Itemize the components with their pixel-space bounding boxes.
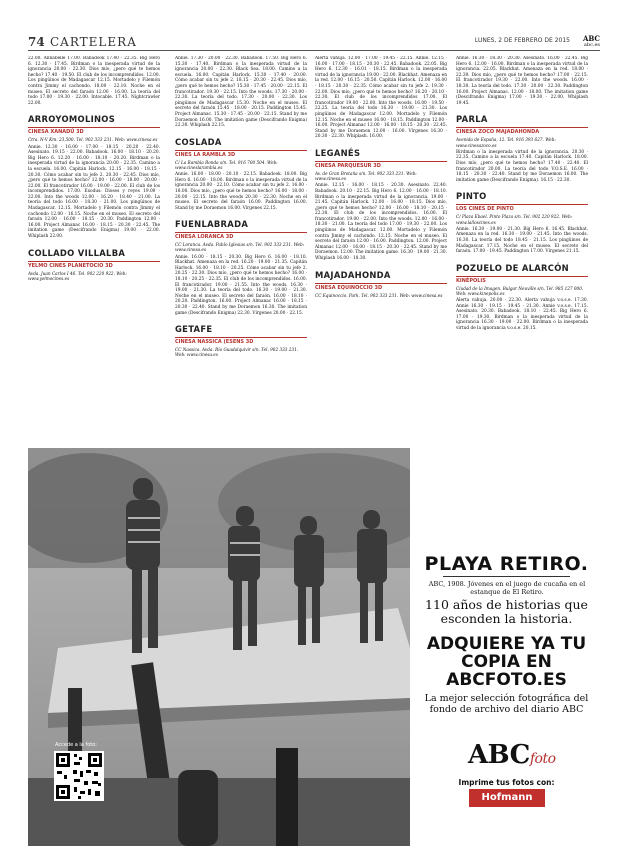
listing-column-1 xyxy=(28,56,160,442)
cinema-name: YELMO CINES PLANETOCIO 3D xyxy=(28,261,160,269)
city-heading: PINTO xyxy=(456,191,487,202)
listing-column-4 xyxy=(456,56,588,444)
city-heading: GETAFE xyxy=(175,324,213,335)
city-heading: LEGANÉS xyxy=(315,147,361,158)
listing-text: Annie. 12.30 · 16.00 · 17.00 · 18.15 · 20.20 · 22.40. Asesinato. 19.15 · 22.00. Babadook. 16.00 · 18.10 · 20.20. Big Hero 6. 12.20 · 16.00 · 18.10 · 20.20. Birdman o la inesperada virtud de la ignorancia 20.00 · 22.35. Camino a la escuela. 16.00. Capitán Harlock. 12.15 · 16.00 · 18.15 · 20.30. Cómo acabar sin tu jefe 2. 20.30 · 22.45. Dios mío, ¿pero qué te hemos hecho? 12.00 · 16.00 · 18.00 · 20.00 · 22.00. El francotirador 16.00 · 19.00 · 22.00. El club de los incomprendidos. 17.00. Exodus: Dioses y reyes 19.00 · 22.00. Into the woods 12.00 · 16.20 · 18.40 · 21.00. La teoría del todo 16.00 · 18.30 · 21.00. Los pingüinos de Madagascar. 12.15. Mortadelo y Filemón contra Jimmy el cachondo 12.00 · 16.15. Noche en el museo. El secreto del faraón 12.00 · 16.00 · 18.15 · 20.30. Paddington 12.00 · 16.00. Project Almanac 16.00 · 18.15 · 20.30 · 22.45. The imitation game (Descifrando Enigma) 19.00 · 22.00. Whiplash 22.00. xyxy=(28,144,160,240)
hofmann-logo[interactable]: Hofmann xyxy=(469,789,545,807)
listing-column-3 xyxy=(315,56,447,442)
print-label: Imprime tus fotos con: xyxy=(458,778,555,787)
cinema-address: C/ Plaza Ebael. Pinto Plaza s/n. Tel. 902 220 922. Web: www.lalloscines.es xyxy=(456,214,573,225)
ad-copy xyxy=(413,448,600,846)
ad-selection-text: La mejor selección fotográfica del fondo de archivo del diario ABC xyxy=(424,693,589,715)
abcfoto-logo: ABCfoto xyxy=(468,740,556,770)
page-header xyxy=(28,34,600,51)
city-heading: COLLADO VILLALBA xyxy=(28,247,126,258)
cinema-name: CINESA XANADÚ 3D xyxy=(28,127,160,135)
abc-logo: ABC abc.es xyxy=(582,34,600,48)
cinema-name: CINESA ZOCO MAJADAHONDA xyxy=(456,127,588,135)
city-heading: POZUELO DE ALARCÓN xyxy=(456,262,569,273)
cinema-address: CC Nassica. Avda. Río Guadalquivir s/n. Tel. 902 333 231. Web: www.cinesa.es xyxy=(175,347,299,358)
qr-icon xyxy=(54,751,104,801)
cinema-address: Avenida de España, 12. Tel. 916 393 627. Web: www.cinesazoco.es xyxy=(456,137,556,148)
listing-text: Annie. 16.00 · 18.15 · 20.30. Big Hero 6. 16.00 · 18.10. Blackhat. Amenaza en la red. 16.20 · 19.00 · 21.35. Capitán Harlock. 16.00 · 18.10 · 20.25. Cómo acabar sin tu jefe 2. 20.25 · 22.30. Dios mío, ¿pero qué te hemos hecho? 16.00 · 18.10 · 20.25 · 22.35. El club de los incomprendidos. 16.00. El francotirador. 19.00 · 21.55. Into the woods. 16.30 · 19.00 · 21.30. La teoría del todo. 16.30 · 19.00 · 21.30. Noche en el museo. El secreto del faraón. 16.00 · 18.10 · 20.20. Paddington. 16.00. Project Almanac 16.00 · 18.15 · 20.30 · 22.40. Stand by me Doraemon 16.30. The imitation game (Descifrando Enigma) 22.30. Vírgenes 20.00 · 22.15. xyxy=(175,254,307,316)
cinema-address: Ciudad de la Imagen. Bulgar Neuville s/n. Tel. 985 127 000. Web: www.kinepolis.es xyxy=(456,285,584,296)
section-title: CARTELERA xyxy=(50,35,137,49)
ad-divider xyxy=(443,576,570,577)
ad-title: PLAYA RETIRO. xyxy=(424,553,589,575)
city-heading: COSLADA xyxy=(175,136,222,147)
issue-date: LUNES, 2 DE FEBRERO DE 2015 xyxy=(474,37,570,44)
ad-cta[interactable]: ADQUIERE YA TU COPIA EN ABCFOTO.ES xyxy=(426,634,587,690)
cinema-name: KINÉPOLIS xyxy=(456,276,588,284)
listing-text: Annie. 16.30 · 18.30 · 20.30. Asesinato. 16.00 · 22.45. Big Hero 6. 12.00 · 16.00. Birdman o la inesperada virtud de la ignorancia. 22.05. Blackhat. Amenaza en la red. 18.00 · 22.30. Dios mío, ¿pero qué te hemos hecho? 17.00 · 22.15. El francotirador 19.30 · 22.00. Into the woods. 16.00 · 18.30. La teoría del todo. 17.30 · 20.00 · 22.30. Paddington 16.00. Project Almanac. 12.00 · 18.00. The imitation game (Descifrando Enigma) 17.00 · 19.30 · 22.00. Whiplash 19.45. xyxy=(456,56,588,106)
cinema-address: Avda. Juan Carlos I 46. Tel. 902 220 922. Web: www.yelmocines.es xyxy=(28,270,127,281)
cinema-name: LOS CINES DE PINTO xyxy=(456,204,588,212)
site-link[interactable]: abc.es xyxy=(583,42,600,48)
qr-label: Accede a la foto: xyxy=(55,742,97,748)
cinema-address: Ctra. N-V Km. 23,500. Tel. 902 333 231. Web: www.cinesa.es xyxy=(28,137,158,143)
listing-text: 22.00. Annabelle 17.00. Babadook 17.40 · 22.35. Big Hero 6. 12.30 · 17.45. Birdman o la inesperada virtud de la ignorancia 20.00 · 22.30. Dios mío, ¿pero qué te hemos hecho? 17.40 · 19.50. El club de los incomprendidos. 12.00. Los pingüinos de Madagascar 12.15. Mortadelo y Filemón contra Jimmy el cachondo. 18.00 · 22.10. Noche en el museo. El secreto del faraón 12.00 · 16.00. La teoría del todo 17.00 · 19.30 · 22.00. Intocable. 17.45. Nightcrawler 22.00. xyxy=(28,56,160,106)
page-number: 74 xyxy=(28,35,45,49)
cinema-name: CINESA PARQUESUR 3D xyxy=(315,161,447,169)
cinema-address: C/ La Rambla Ronda s/n. Tel. 916 700 504. Web: www.cineslarambla.es xyxy=(175,159,278,170)
abcfoto-advertisement[interactable] xyxy=(28,448,600,846)
cinema-address: CC Loranca. Avda. Pablo Iglesias s/n. Tel. 902 333 231. Web: www.cinesa.es xyxy=(175,242,305,253)
city-heading: PARLA xyxy=(456,114,488,125)
listing-text: Annie. 16.30 · 19.00 · 21.30. Big Hero 6. 16.45. Blackhat. Amenaza en la red. 16.30 · 19.00 · 21.45. Into the woods. 16.30. La teoría del todo 18.45 · 21.15. Los pingüinos de Madagascar. 17.15. Noche en el museo. El secreto del faraón. 17.00 · 19.45. Paddington 17.00. Vírgenes 21.15. xyxy=(456,226,588,255)
listing-text: Birdman o la inesperada virtud de la ignorancia. 20.30 · 22.35. Camino a la escuela 17.40. Capitán Harlock. 18.00. Dios mío, ¿pero qué te hemos hecho? 17.40 · 22.40. El francotirador 20.00. La teoría del todo V.O.S.E. 16.00 · 18.15 · 20.30 · 22.40. Stand by me Doraemon 16.00. The imitation game (Descifrando Enigma). 16.15 · 22.30. xyxy=(456,149,588,183)
cinema-address: Av. de Gran Bretaña s/n. Tel. 902 333 231. Web: www.cinesa.es xyxy=(315,170,417,182)
city-heading: ARROYOMOLINOS xyxy=(28,114,116,125)
cinema-name: CINESA NASSICA (ESENS 3D xyxy=(175,337,307,345)
listing-text: Annie. 12.15 · 16.00 · 18.15 · 20.30. Asesinato. 22.40. Babadook. 20.10 · 22.15. Big Hero 6. 12.00 · 16.00 · 18.10. Birdman o la inesperada virtud de la ignorancia. 19.00 · 21.45. Capitán Harlock. 12.00 · 16.00 · 18.15. Dios mío, ¿pero qué te hemos hecho? 12.00 · 16.00 · 18.10 · 20.15 · 22.30. El club de los incomprendidos. 16.00. El francotirador. 19.00 · 22.00. Into the woods. 12.00 · 16.00 · 18.30 · 21.00. La teoría del todo 17.00 · 19.30 · 22.00. Los pingüinos de Madagascar. 12.00. Mortadelo y Filemón contra Jimmy el cachondo. 12.15. Noche en el museo. El secreto del faraón 12.00 · 16.00. Paddington. 12.00. Project Almanac 12.00 · 16.00 · 18.15 · 20.30 · 22.45. Stand by me Doraemon. 12.00. The imitation game. 16.30 · 19.00 · 21.30. Whiplash 16.00 · 18.30. xyxy=(315,183,447,262)
cinema-name: CINESA EQUINOCCIO 3D xyxy=(315,283,447,291)
listing-text: Annie. 17.30 · 20.00 · 22.30. Babadook. 17.50. Big Hero 6. 15.30 · 17.40. Birdman o la inesperada virtud de la ignorancia 20.00 · 22.30. Black Sea. 18.00. Camino a la escuela. 16.00. Capitán Harlock. 15.30 · 17.40 · 20.00. Cómo acabar sin tu jefe 2. 18.15 · 20.30 · 22.45. Dios mío, ¿pero qué te hemos hecho? 15.30 · 17.45 · 20.00 · 22.15. El francotirador. 19.30 · 22.15. Into the woods. 17.30 · 20.00 · 22.30. La teoría del todo. 17.30 · 20.00 · 22.30. Los pingüinos de Madagascar 15.30. Noche en el museo. El secreto del faraón 15.45 · 18.00 · 20.15. Paddington 15.45. Project Almanac. 15.30 · 17.45 · 20.00 · 22.15. Stand by me Doraemon 16.00. The imitation game (Descifrando Enigma) 22.30. Whiplash 22.15. xyxy=(175,56,307,129)
cinema-address: CC Equinoccio. Park. Tel. 902 333 231. Web: www.cinesa.es xyxy=(315,292,443,298)
city-heading: FUENLABRADA xyxy=(175,219,249,230)
listing-text: Alerta vahuja. 20.00 · 22.30. Alerta vahuja v.o.s.e. 17.30. Annie 16.30 · 19.15 · 19.45 · 21.30. Annie v.o.s.e. 17.15. Asesinato. 20.30. Babadook. 18.10 · 22.45. Big Hero 6. 17.00 · 19.30. Birdman o la inesperada virtud de la ignorancia 16.30 · 19.00 · 22.00. Birdman o la inesperada virtud de la ignorancia v.o.s.e. 20.15. xyxy=(456,298,588,332)
cinema-name: CINESA LORANCA 3D xyxy=(175,232,307,240)
listing-text: Alerta vahuja. 12.00 · 17.00 · 19.45 · 22.15. Annie. 12.15 · 16.00 · 17.00 · 18.15 · 20.30 · 22.45. Babadook. 22.05. Big Hero 6. 12.30 · 16.01 · 18.15. Birdman o la inesperada virtud de la ignorancia 19.00 · 22.00. Blackhat. Amenaza en la red. 12.00 · 16.15 · 20.50. Capitán Harlock. 12.00 · 16.00 · 18.15 · 20.30 · 22.35. Cómo acabar sin tu jefe 2. 19.30 · 22.00. Dios mío, ¿pero qué te hemos hecho? 16.20 · 20.10 · 22.30. El club de los incomprendidos 17.00. El francotirador 19.00 · 22.00. Into the woods. 16.00 · 19.50 · 22.25. La teoría del todo 16.30 · 19.00 · 21.30. Los pingüinos de Madagascar 12.00. Mortadelo y Filemón 12.15. Noche en el museo 16.00 · 18.15. Paddington 12.00 · 16.00. Project Almanac 12.00 · 16.00 · 18.15 · 20.30 · 22.45. Stand by me Doraemon 12.00 · 16.00. Vírgenes 16.30 · 20.30 · 22.30. Whiplash. 16.00. xyxy=(315,56,447,140)
ad-subtitle: 110 años de historias que esconden la historia. xyxy=(425,597,588,626)
ad-lead: ABC, 1908. Jóvenes en el juego de cucaña en el estanque de El Retiro. xyxy=(428,580,586,596)
city-heading: MAJADAHONDA xyxy=(315,269,391,280)
listing-column-2 xyxy=(175,56,307,442)
listing-text: Annie. 16.00 · 18.00 · 20.10 · 22.15. Babadook. 18.00. Big Hero 6. 16.00 · 18.00. Birdman o la inesperada virtud de la ignorancia 20.00 · 22.10. Cómo acabar sin tu jefe 2. 16.00 · 18.00. Dios mío, ¿pero qué te hemos hecho? 16.00 · 18.00 · 20.00 · 22.15. Into the woods 20.30 · 22.30. Noche en el museo. El secreto del faraón 16.00. Paddington 16.00. Stand by me Doraemon 16.00. Vírgenes 22.15. xyxy=(175,172,307,211)
cinema-name: CINES LA RAMBLA 3D xyxy=(175,150,307,158)
qr-code[interactable] xyxy=(54,751,104,801)
